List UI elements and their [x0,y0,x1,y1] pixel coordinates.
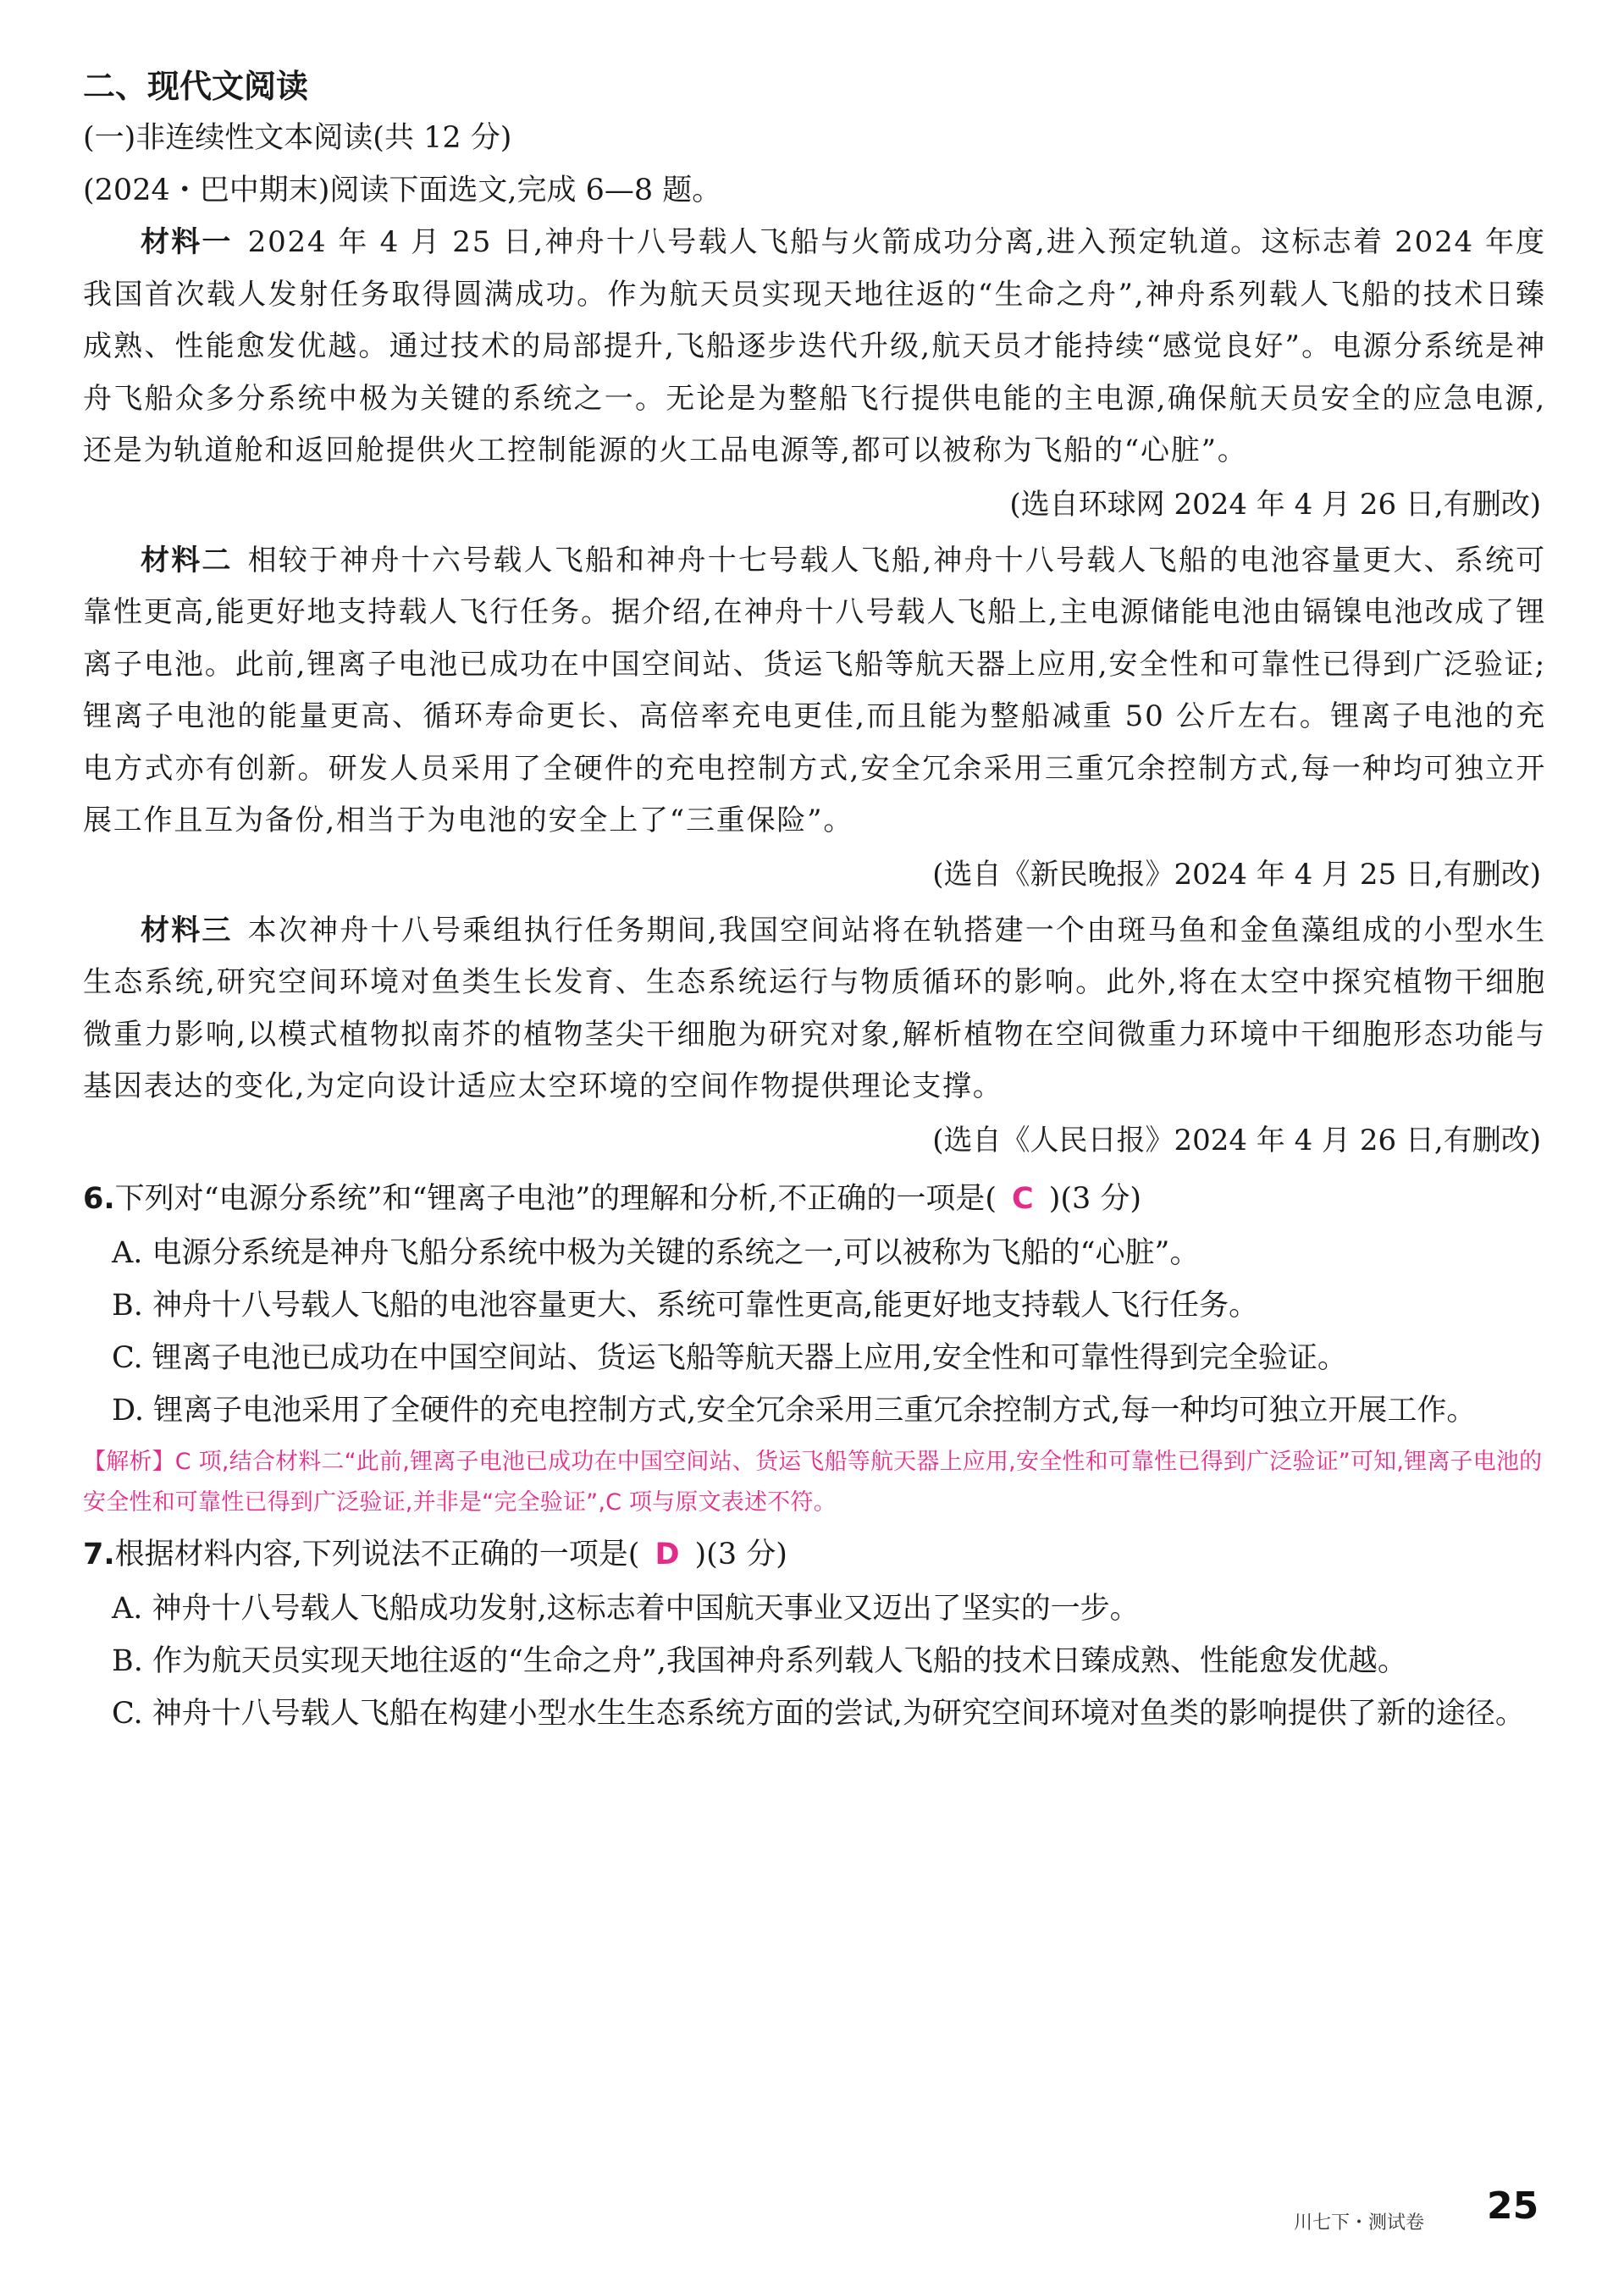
material-2 [83,535,1546,902]
material-paragraph [83,535,1546,848]
material-label: 材料一 [141,225,233,259]
question-number: 7. [83,1537,115,1571]
answer-mark: D [655,1537,680,1571]
footer-label: 川七下・测试卷 [1294,2212,1425,2234]
question-6 [83,1171,1546,1523]
reading-intro: (2024・巴中期末)阅读下面选文,完成 6—8 题。 [83,174,722,207]
material-source: (选自《新民晚报》2024 年 4 月 25 日,有删改) [932,857,1541,892]
material-paragraph [83,217,1546,478]
question-text-before: 根据材料内容,下列说法不正确的一项是( [114,1537,640,1571]
option-c: C. 锂离子电池已成功在中国空间站、货运飞船等航天器上应用,安全性和可靠性得到完全验证。 [112,1340,1347,1375]
question-text-after: )(3 分) [1048,1181,1142,1216]
material-paragraph [83,905,1546,1113]
option-b: B. 作为航天员实现天地往返的“生命之舟”,我国神舟系列载人飞船的技术日臻成熟、性能愈发优越。 [112,1643,1407,1678]
answer-mark: C [1012,1181,1034,1216]
question-stem [83,1171,1546,1227]
page-number: 25 [1487,2184,1539,2228]
material-source: (选自环球网 2024 年 4 月 26 日,有删改) [1009,487,1541,522]
question-text-before: 下列对“电源分系统”和“锂离子电池”的理解和分析,不正确的一项是( [114,1181,997,1216]
page-content [83,61,1546,1740]
analysis-note: 【解析】C 项,结合材料二“此前,锂离子电池已成功在中国空间站、货运飞船等航天器上应用,安全性和可靠性已得到广泛验证”可知,锂离子电池的安全性和可靠性已得到广泛验证,并非是“完全验证”,C 项与原文表述不符。 [83,1448,1543,1516]
question-stem [83,1527,1546,1582]
material-label: 材料二 [141,543,233,577]
option-a: A. 电源分系统是神舟飞船分系统中极为关键的系统之一,可以被称为飞船的“心脏”。 [112,1235,1200,1270]
material-3 [83,905,1546,1168]
section-title: 二、现代文阅读 [83,68,309,105]
material-text: 本次神舟十八号乘组执行任务期间,我国空间站将在轨搭建一个由斑马鱼和金鱼藻组成的小型水生生态系统,研究空间环境对鱼类生长发育、生态系统运行与物质循环的影响。此外,将在太空中探究植物干细胞微重力影响,以模式植物拟南芥的植物茎尖干细胞为研究对象,解析植物在空间微重力环境中干细胞形态功能与基因表达的变化,为定向设计适应太空环境的空间作物提供理论支撑。 [83,913,1546,1103]
material-label: 材料三 [141,913,233,947]
material-text: 相较于神舟十六号载人飞船和神舟十七号载人飞船,神舟十八号载人飞船的电池容量更大、系统可靠性更高,能更好地支持载人飞行任务。据介绍,在神舟十八号载人飞船上,主电源储能电池由镉镍电池改成了锂离子电池。此前,锂离子电池已成功在中国空间站、货运飞船等航天器上应用,安全性和可靠性已得到广泛验证;锂离子电池的能量更高、循环寿命更长、高倍率充电更佳,而且能为整船减重 50 公斤左右。锂离子电池的充电方式亦有创新。研发人员采用了全硬件的充电控制方式,安全冗余采用三重冗余控制方式,每一种均可独立开展工作且互为备份,相当于为电池的安全上了“三重保险”。 [83,543,1546,837]
material-text: 2024 年 4 月 25 日,神舟十八号载人飞船与火箭成功分离,进入预定轨道。这标志着 2024 年度我国首次载人发射任务取得圆满成功。作为航天员实现天地往返的“生命之舟”,神舟系列载人飞船的技术日臻成熟、性能愈发优越。通过技术的局部提升,飞船逐步迭代升级,航天员才能持续“感觉良好”。电源分系统是神舟飞船众多分系统中极为关键的系统之一。无论是为整船飞行提供电能的主电源,确保航天员安全的应急电源,还是为轨道舱和返回舱提供火工控制能源的火工品电源等,都可以被称为飞船的“心脏”。 [83,225,1546,467]
subsection-title: (一)非连续性文本阅读(共 12 分) [83,121,512,155]
question-7 [83,1527,1546,1740]
question-number: 6. [83,1181,115,1216]
option-b: B. 神舟十八号载人飞船的电池容量更大、系统可靠性更高,能更好地支持载人飞行任务。 [112,1288,1259,1323]
material-1 [83,217,1546,532]
material-source: (选自《人民日报》2024 年 4 月 26 日,有删改) [932,1123,1541,1157]
question-text-after: )(3 分) [694,1537,787,1571]
option-d: D. 锂离子电池采用了全硬件的充电控制方式,安全冗余采用三重冗余控制方式,每一种均可独立开展工作。 [112,1393,1477,1428]
option-a: A. 神舟十八号载人飞船成功发射,这标志着中国航天事业又迈出了坚实的一步。 [112,1591,1140,1626]
option-c: C. 神舟十八号载人飞船在构建小型水生生态系统方面的尝试,为研究空间环境对鱼类的影响提供了新的途径。 [112,1696,1525,1731]
